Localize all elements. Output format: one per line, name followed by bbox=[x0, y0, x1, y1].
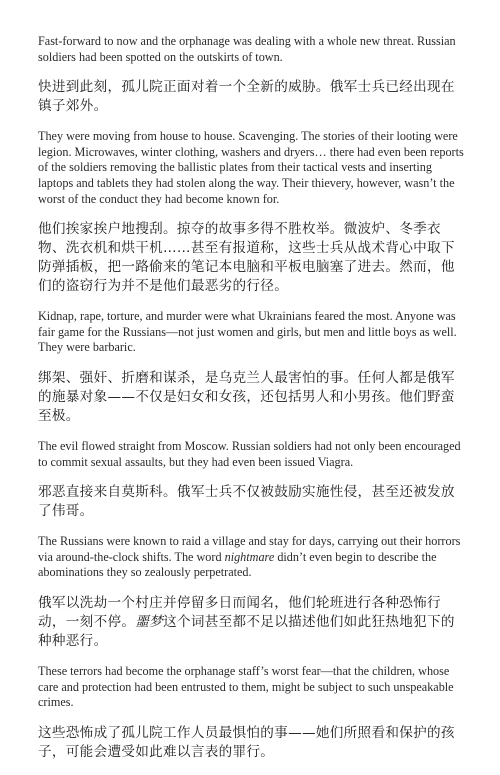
emphasis-word: nightmare bbox=[224, 549, 275, 564]
paragraph-en: The evil flowed straight from Moscow. Russian soldiers had not only been encouraged to commit sexual assaults, but they had even been issued Viagra. bbox=[38, 438, 461, 469]
paragraph-en bbox=[38, 534, 464, 581]
paragraph-zh: 绑架、强奸、折磨和谋杀，是乌克兰人最害怕的事。任何人都是俄军的施暴对象——不仅是妇女和女孩，还包括男人和小男孩。他们野蛮至极。 bbox=[38, 369, 455, 424]
document-page bbox=[38, 34, 464, 775]
paragraph-text-start: The Russians were known to raid a village and stay for days, carrying out their horrors via around-the-clock shifts. The word bbox=[38, 534, 461, 564]
paragraph-en: Fast-forward to now and the orphanage was dealing with a whole new threat. Russian soldiers had been spotted on the outskirts of town. bbox=[38, 34, 456, 64]
paragraph-text-end: didn’t even begin to describe the abominations they so zealously perpetrated. bbox=[38, 549, 437, 580]
paragraph-zh: 快进到此刻，孤儿院正面对着一个全新的威胁。俄军士兵已经出现在镇子郊外。 bbox=[38, 79, 455, 115]
paragraph-en: Kidnap, rape, torture, and murder were what Ukrainians feared the most. Anyone was fair game for the Russians—not just women and girls, but men and little boys as well. They were barbaric. bbox=[38, 309, 457, 355]
paragraph-zh: 这些恐怖成了孤儿院工作人员最惧怕的事——她们所照看和保护的孩子，可能会遭受如此难以言表的罪行。 bbox=[38, 724, 455, 760]
paragraph-text-end: 这个词甚至都不足以描述他们如此狂热地犯下的种种恶行。 bbox=[38, 613, 455, 649]
paragraph-zh bbox=[38, 594, 464, 651]
paragraph-en: These terrors had become the orphanage staff’s worst fear—that the children, whose care and protection had been entrusted to them, might be subject to such unspeakable crimes. bbox=[38, 663, 454, 710]
paragraph-zh: 邪恶直接来自莫斯科。俄军士兵不仅被鼓励实施性侵，甚至还被发放了伟哥。 bbox=[38, 484, 455, 520]
paragraph-zh: 他们挨家挨户地搜刮。掠夺的故事多得不胜枚举。微波炉、冬季衣物、洗衣机和烘干机……甚至有报道称，这些士兵从战术背心中取下防弹插板，把一路偷来的笔记本电脑和平板电脑塞了进去。然而，他们的盗窃行为并不是他们最恶劣的行径。 bbox=[38, 221, 455, 295]
paragraph-text-start: 俄军以洗劫一个村庄并停留多日而闻名，他们轮班进行各种恐怖行动，一刻不停。 bbox=[38, 594, 441, 630]
paragraph-en: They were moving from house to house. Scavenging. The stories of their looting were legion. Microwaves, winter clothing, washers and dryers… there had even been reports of the soldiers removing the ballistic plates from their tactical vests and inserting laptops and tablets they had stolen along the way. Their thievery, however, wasn’t the worst of the conduct they had become known for. bbox=[38, 129, 464, 206]
emphasis-word: 噩梦 bbox=[135, 613, 164, 630]
